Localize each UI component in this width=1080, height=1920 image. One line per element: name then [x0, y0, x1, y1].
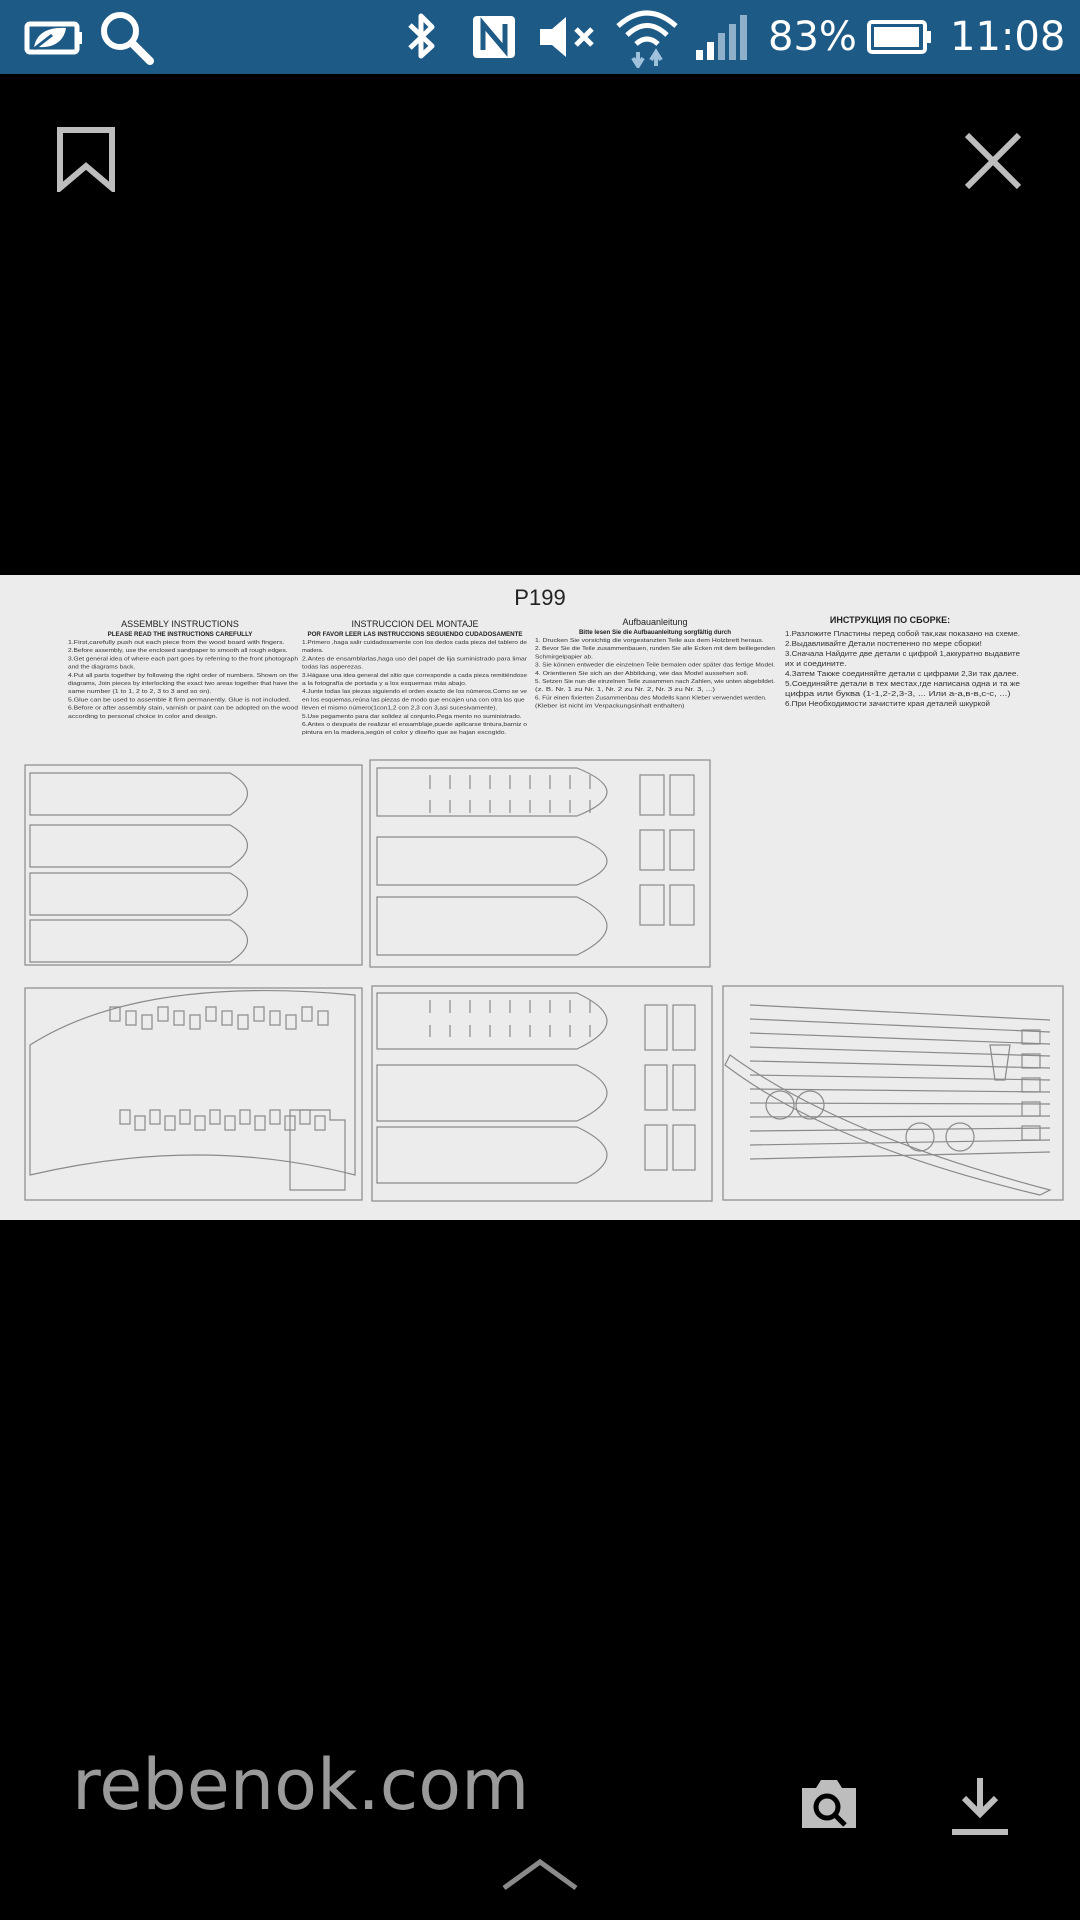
- instruction-line: их и соедините.: [785, 659, 847, 668]
- instruction-line: according to personal choice in color and design.: [68, 713, 218, 720]
- instruction-line: lleven el mismo número(1con1,2 con 2,3 con 3,asi sucesivamente).: [302, 705, 498, 712]
- instruction-line: цифра или буква (1-1,2-2,3-3, ... Или а-а,в-в,с-с, ...): [785, 689, 1012, 698]
- battery-percent: 83%: [768, 14, 857, 60]
- section-heading: Aufbauanleitung: [622, 617, 688, 627]
- instruction-line: a la fotografía de portada y a los esquemas más abajo.: [302, 681, 468, 687]
- instruction-line: 4.Put all parts together by following the right order of numbers. Shown on the: [68, 672, 298, 679]
- instruction-line: en los esquemas,reúna las piezas de modo que encajen una con otra las que: [302, 697, 525, 704]
- bluetooth-icon: [404, 0, 440, 74]
- instruction-line: 4.Junte todas las piezas siguiendo el orden exacto de los números.Como se ve: [302, 689, 527, 696]
- instruction-line: (Kleber ist nicht im Verpackungsinhalt enthalten): [535, 703, 685, 710]
- instruction-line: diagrams, Join pieces by interlocking the exact two areas together that have the: [68, 681, 298, 687]
- parts-board-2: [370, 760, 710, 967]
- section-heading: ИНСТРУКЦИЯ ПО СБОРКЕ:: [829, 615, 951, 625]
- watermark: rebenok.com: [72, 1744, 530, 1826]
- instruction-line: todas las asperezas.: [302, 664, 364, 671]
- instruction-line: 1.First,carefully push out each piece from the wood board with fingers.: [68, 640, 286, 646]
- instruction-line: madera.: [302, 648, 324, 655]
- instruction-line: 3.Get general idea of where each part goes by referring to the front photograph: [68, 656, 298, 663]
- instruction-line: 5.Glue can be used to assemble it firm permanently. Glue is not included.: [68, 697, 292, 704]
- instruction-line: 5. Setzen Sie nun die einzelnen Teile zusammen nach Zahlen, wie unten abgebildet.: [535, 679, 776, 685]
- leaf-battery-saver-icon: [22, 0, 84, 74]
- download-icon[interactable]: [950, 1776, 1010, 1841]
- instruction-line: 3.Hágase una idea general del sitio que corresponde a cada pieza remitiéndose: [302, 672, 527, 679]
- instruction-line: 1.Primero ,haga salir cuidadosamente con los dedos cada pieza del tablero de: [302, 640, 527, 646]
- bottom-bar: [0, 1730, 1080, 1920]
- instruction-line: 5.Соединяйте детали в тех местах,где написана одна и та же: [785, 679, 1020, 688]
- search-icon: [96, 0, 156, 74]
- parts-board-1: [25, 765, 362, 965]
- viewer-toolbar: [0, 74, 1080, 214]
- wifi-icon: [614, 0, 680, 74]
- status-bar: [0, 0, 1080, 74]
- chevron-up-icon[interactable]: [500, 1858, 580, 1897]
- instruction-line: 4. Orientieren Sie sich an der Abbildung, wie das Model aussehen soll.: [535, 670, 750, 677]
- instruction-photo[interactable]: [0, 575, 1080, 1220]
- section-subheading: Bitte lesen Sie die Aufbauanleitung sorgfältig durch: [578, 629, 732, 636]
- instruction-line: 2.Выдавливайте Детали постепенно по мере сборки!: [785, 639, 982, 648]
- instruction-line: 1.Разложите Пластины перед собой так,как показано на схеме.: [785, 629, 1020, 638]
- instruction-line: 6.Antes o después de realizar el ensamblaje,puede aplicarse tintura,barniz o: [302, 722, 527, 728]
- section-heading: INSTRUCCION DEL MONTAJE: [351, 619, 479, 629]
- instruction-line: 3.Сначала Найдите две детали с цифрой 1,аккуратно выдавите: [785, 649, 1020, 658]
- instruction-line: 6.При Необходимости зачистите края деталей шкуркой: [785, 699, 990, 708]
- signal-icon: [694, 0, 750, 74]
- section-heading: ASSEMBLY INSTRUCTIONS: [121, 619, 239, 629]
- instruction-line: same number (1 to 1, 2 to 2, 3 to 3 and so on).: [68, 689, 212, 696]
- instruction-sheet: [0, 575, 1080, 1220]
- clock: 11:08: [950, 14, 1066, 60]
- instruction-line: 1. Drucken Sie vorsichtig die vorgestanzten Teile aus dem Holzbrett heraus.: [535, 638, 765, 644]
- instruction-line: Schmirgelpapier ab.: [535, 654, 594, 661]
- section-subheading: POR FAVOR LEER LAS INSTRUCCIONS SEGUIENDO CUDADOSAMENTE: [307, 631, 523, 638]
- instruction-line: 2.Before assembly, use the enclosed sandpaper to smooth all rough edges.: [68, 648, 289, 655]
- instruction-line: pintura en la madera,según el color y diseño que se hajan escogido.: [302, 730, 507, 737]
- instruction-line: 5.Use pegamento para dar solidez al conjunto.Pega mento no suministrado.: [302, 713, 523, 720]
- close-icon[interactable]: [962, 130, 1024, 197]
- instruction-line: 2.Antes de ensamblarlas,haga uso del papel de lija suministrado para limar: [302, 656, 528, 663]
- instruction-line: 6. Für einen fixierten Zusammenbau des Modells kann Kleber verwendet werden.: [535, 695, 768, 702]
- parts-board-4: [372, 986, 712, 1201]
- instruction-line: 3. Sie können entweder die einzelnen Teile bemalen oder später das fertige Model.: [535, 662, 776, 669]
- section-subheading: PLEASE READ THE INSTRUCTIONS CAREFULLY: [107, 631, 253, 638]
- instruction-line: and the diagrams back.: [68, 664, 136, 671]
- instruction-line: 4.Затем Также соединяйте детали с цифрами 2,3и так далее.: [785, 669, 1019, 678]
- instruction-line: 2. Bevor Sie die Teile zusammenbauen, runden Sie alle Ecken mit dem beiliegenden: [535, 646, 775, 653]
- instruction-line: 6.Before or after assembly stain, varnish or paint can be adopted on the wood: [68, 705, 298, 712]
- nfc-icon: [470, 0, 518, 74]
- battery-icon: [866, 0, 934, 74]
- model-code: P199: [514, 585, 566, 610]
- instruction-line: (z. B. Nr. 1 zu Nr. 1, Nr. 2 zu Nr. 2, Nr. 3 zu Nr. 3, ...): [535, 687, 716, 694]
- image-search-icon[interactable]: [798, 1776, 860, 1835]
- bookmark-icon[interactable]: [56, 126, 116, 197]
- mute-icon: [536, 0, 600, 74]
